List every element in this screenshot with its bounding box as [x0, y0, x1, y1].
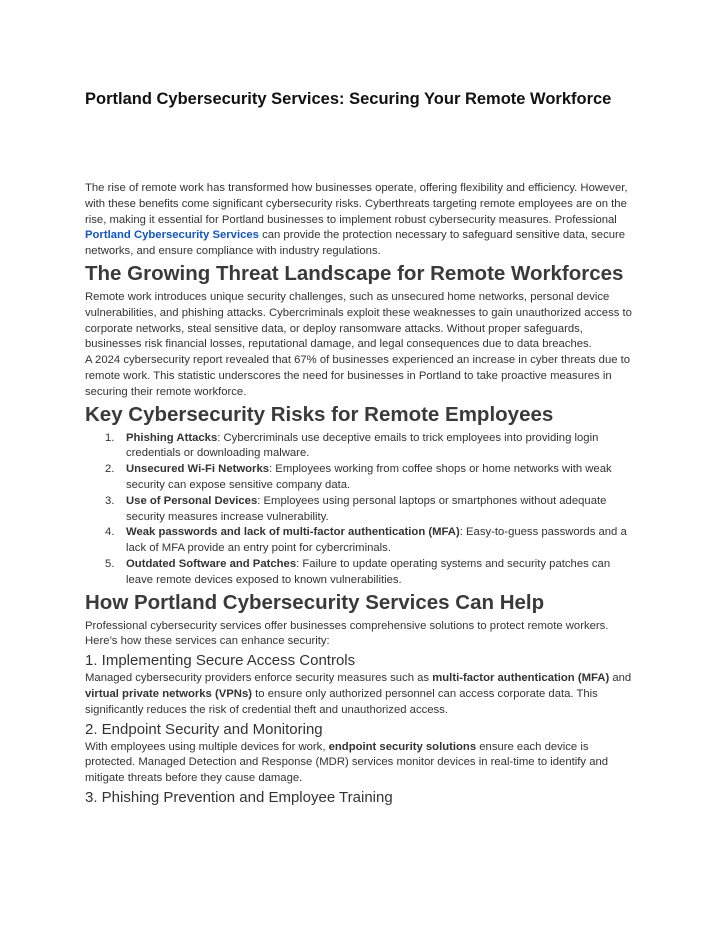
- list-item: [85, 557, 637, 589]
- list-number: 4.: [105, 526, 115, 539]
- list-number: 3.: [105, 494, 115, 507]
- intro-text-2: can provide the protection necessary to safeguard sensitive data, secure networks, and ensure compliance with industry regulations.: [85, 229, 626, 258]
- risk-title: Unsecured Wi-Fi Networks: [126, 463, 270, 476]
- section-heading-key-risks: Key Cybersecurity Risks for Remote Employees: [85, 402, 554, 426]
- list-item: [85, 494, 637, 526]
- section-heading-how-services-help: How Portland Cybersecurity Services Can Help: [85, 590, 545, 614]
- subheading-phishing-prevention: 3. Phishing Prevention and Employee Training: [85, 788, 393, 806]
- risk-title: Weak passwords and lack of multi-factor authentication (MFA): [126, 526, 460, 539]
- risk-description: : Easy-to-guess passwords and a lack of MFA provide an entry point for cybercriminals.: [126, 526, 627, 555]
- risk-title: Outdated Software and Patches: [126, 557, 297, 570]
- list-number: 1.: [105, 431, 115, 444]
- document-title: Portland Cybersecurity Services: Securing Your Remote Workforce: [85, 90, 612, 108]
- secure-access-paragraph: [85, 671, 637, 718]
- intro-text-1: The rise of remote work has transformed how businesses operate, offering flexibility and efficiency. However, with these benefits come significant cybersecurity risks. Cyberthreats targeting remote employees are on the rise, making it essential for Portland businesses to implement robust cybersecurity measures. Professional: [85, 182, 628, 226]
- subheading-endpoint-security: 2. Endpoint Security and Monitoring: [85, 720, 323, 738]
- list-number: 5.: [105, 557, 115, 570]
- statistic-paragraph: A 2024 cybersecurity report revealed that 67% of businesses experienced an increase in cyber threats due to remote work. This statistic underscores the need for businesses in Portland to take proactive measures in securing their remote workforce.: [85, 354, 631, 398]
- secure-access-text-1: Managed cybersecurity providers enforce security measures such as: [85, 672, 433, 685]
- list-item: [85, 462, 637, 494]
- portland-cybersecurity-link[interactable]: Portland Cybersecurity Services: [85, 229, 259, 242]
- risk-description: : Failure to update operating systems and security patches can leave remote devices exposed to known vulnerabilities.: [126, 557, 611, 586]
- list-item: [85, 525, 637, 557]
- endpoint-security-paragraph: [85, 740, 637, 787]
- risk-title: Use of Personal Devices: [126, 494, 258, 507]
- mfa-term: multi-factor authentication (MFA): [432, 672, 610, 685]
- intro-paragraph: [85, 181, 637, 260]
- secure-access-text-2: and: [609, 672, 632, 685]
- risk-description: : Employees working from coffee shops or home networks with weak security can expose sensitive company data.: [126, 463, 612, 491]
- vpn-term: virtual private networks (VPNs): [85, 687, 252, 700]
- endpoint-text-2: ensure each device is protected. Managed Detection and Response (MDR) services monitor devices in real-time to identify and mitigate threats before they cause damage.: [85, 740, 609, 785]
- list-item: [85, 431, 637, 463]
- section-heading-threat-landscape: The Growing Threat Landscape for Remote Workforces: [85, 261, 624, 285]
- risk-list: [85, 431, 637, 589]
- document-body: [85, 181, 637, 808]
- subheading-secure-access: 1. Implementing Secure Access Controls: [85, 652, 356, 670]
- risk-description: : Cybercriminals use deceptive emails to trick employees into providing login credentials or downloading malware.: [126, 431, 599, 460]
- list-number: 2.: [105, 463, 115, 476]
- risk-description: : Employees using personal laptops or smartphones without adequate security measures increase vulnerability.: [126, 494, 607, 523]
- services-intro-paragraph: Professional cybersecurity services offer businesses comprehensive solutions to protect remote workers. Here’s how these services can enhance security:: [85, 619, 609, 648]
- threat-landscape-paragraph: Remote work introduces unique security challenges, such as unsecured home networks, personal device vulnerabilities, and phishing attacks. Cybercriminals exploit these weaknesses to gain unauthorized access to corporate networks, steal sensitive data, or deploy ransomware attacks. Without proper safeguards, businesses risk financial losses, reputational damage, and legal consequences due to data breaches.: [85, 290, 632, 351]
- endpoint-term: endpoint security solutions: [328, 740, 477, 753]
- endpoint-text-1: With employees using multiple devices for work,: [85, 740, 329, 753]
- secure-access-text-3: to ensure only authorized personnel can access corporate data. This significantly reduces the risk of credential theft and unauthorized access.: [85, 687, 598, 716]
- risk-title: Phishing Attacks: [126, 431, 218, 444]
